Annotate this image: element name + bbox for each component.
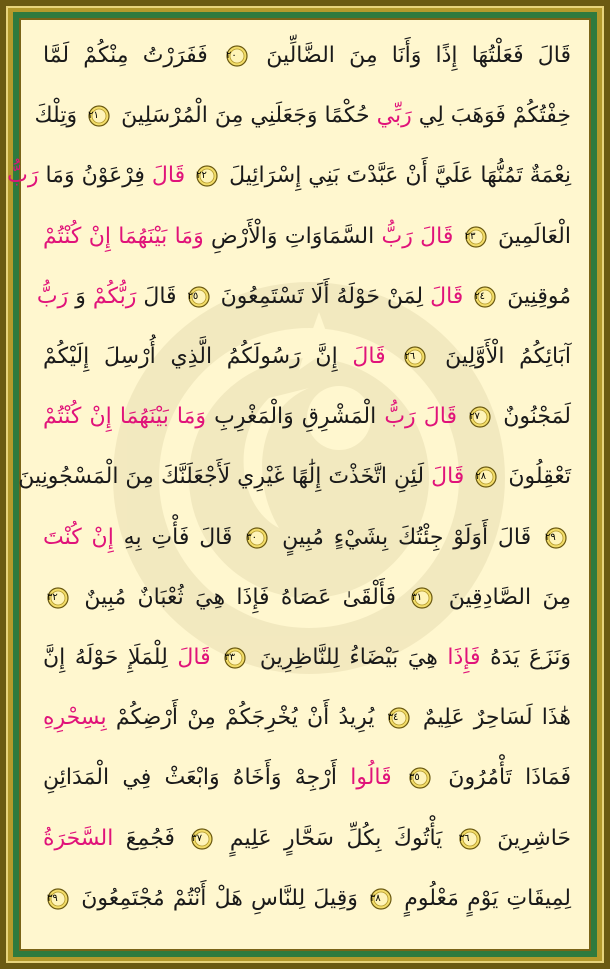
verse-text: لِمِيقَاتِ يَوْمٍ مَعْلُومٍ <box>404 885 572 911</box>
verse-text: تَعْقِلُونَ <box>508 464 571 490</box>
ayah-number-icon <box>474 286 496 308</box>
ayah-number-icon <box>370 888 392 910</box>
verse-text: هَٰذَا لَسَاحِرٌ عَلِيمٌ <box>422 705 572 731</box>
ayah-number-icon <box>545 527 567 549</box>
verse-line <box>43 871 571 927</box>
ayah-number: ٢٨ <box>475 471 487 483</box>
ayah-number: ٣٣ <box>224 652 236 663</box>
verse-text: وَنَزَعَ يَدَهُ <box>480 645 571 670</box>
mushaf-page <box>7 18 591 951</box>
ayah-number-icon <box>404 346 426 368</box>
ayah-number: ٢١ <box>88 110 99 122</box>
verse-text: قَالَ فَأْتِ بِهِ <box>113 524 233 550</box>
verse-line <box>43 329 571 385</box>
verse-text: السَّمَاوَاتِ وَالْأَرْضِ <box>203 223 375 249</box>
verse-line <box>36 269 571 325</box>
verse-line <box>43 750 571 806</box>
ayah-number: ٣٦ <box>458 832 470 844</box>
highlighted-word: رَبِّي <box>376 103 412 129</box>
verse-text: الْمَشْرِقِ وَالْمَغْرِبِ <box>206 404 377 430</box>
ayah-number-icon <box>465 226 487 248</box>
ayah-number-icon <box>47 888 69 910</box>
verse-line <box>43 690 571 746</box>
highlighted-word: فَإِذَا <box>447 645 481 670</box>
ayah-number: ٣٠ <box>246 531 257 543</box>
verse-text: إِنَّ رَسُولَكُمُ الَّذِي أُرْسِلَ إِلَيْكُمْ <box>43 344 338 369</box>
ayah-number-icon <box>47 587 69 609</box>
verse-text: يَأْتُوكَ بِكُلِّ سَحَّارٍ عَلِيمٍ <box>229 825 443 851</box>
verse-text: فَجُمِعَ <box>113 825 175 851</box>
ayah-number-icon <box>191 828 213 850</box>
highlighted-word: قَالَ رَبُّ <box>384 404 457 430</box>
verse-line <box>43 28 571 84</box>
verse-text: فَفَرَرْتُ مِنْكُمْ لَمَّا <box>43 43 208 68</box>
ayah-number-icon <box>196 165 218 187</box>
ayah-number: ٢٥ <box>187 290 199 302</box>
verse-text: لِمَنْ حَوْلَهُ أَلَا تَسْتَمِعُونَ <box>220 283 424 309</box>
verse-line <box>34 88 571 144</box>
verse-line <box>43 811 571 867</box>
ayah-number: ٣٩ <box>47 892 58 904</box>
ayah-number: ٢٠ <box>226 50 237 61</box>
verse-text: لِلْمَلَإِ حَوْلَهُ إِنَّ <box>43 645 168 670</box>
highlighted-word: وَمَا بَيْنَهُمَا إِنْ كُنْتُمْ <box>43 223 204 249</box>
ayah-number-icon <box>459 828 481 850</box>
ayah-number: ٢٧ <box>469 411 480 423</box>
verse-text: فِرْعَوْنُ وَمَا <box>38 163 145 189</box>
highlighted-word: قَالُوا <box>350 765 392 791</box>
ayah-number-icon <box>475 466 497 488</box>
highlighted-word: السَّحَرَةُ <box>43 825 114 851</box>
verse-text: لَئِنِ اتَّخَذْتَ إِلَٰهًا غَيْرِي لَأَجْعَلَنَّكَ مِنَ الْمَسْجُونِينَ <box>18 464 425 490</box>
verse-text: الْعَالَمِينَ <box>498 223 571 249</box>
highlighted-word: قَالَ <box>352 344 386 369</box>
verse-text: وَ <box>75 283 86 309</box>
verse-text: يُرِيدُ أَنْ يُخْرِجَكُمْ مِنْ أَرْضِكُمْ <box>106 705 375 731</box>
ayah-number: ٣٨ <box>370 892 381 904</box>
ayah-number-icon <box>246 527 268 549</box>
highlighted-word: قَالَ <box>430 283 464 309</box>
verse-text: وَقِيلَ لِلنَّاسِ هَلْ أَنْتُمْ مُجْتَمِعُونَ <box>81 885 358 911</box>
verse-line <box>18 449 571 505</box>
ayah-number: ٢٣ <box>464 230 476 242</box>
ayah-number-icon <box>409 767 431 789</box>
verse-text: خِفْتُكُمْ فَوَهَبَ لِي <box>411 103 571 129</box>
ayah-number-icon <box>188 286 210 308</box>
highlighted-word: رَبُّ <box>36 283 69 309</box>
ayah-number-icon <box>88 105 110 127</box>
ayah-number: ٣٧ <box>191 832 203 844</box>
verse-line <box>43 630 571 686</box>
verse-line <box>43 209 571 265</box>
ayah-number: ٣١ <box>411 591 423 603</box>
ayah-number-icon <box>411 587 433 609</box>
verse-line <box>43 570 571 626</box>
ayah-number: ٢٩ <box>544 531 556 543</box>
verse-text: آبَائِكُمُ الْأَوَّلِينَ <box>445 344 571 369</box>
verse-text: وَتِلْكَ <box>34 103 78 129</box>
verse-text: حُكْمًا وَجَعَلَنِي مِنَ الْمُرْسَلِينَ <box>121 103 370 129</box>
verse-text: قَالَ أَوَلَوْ جِئْتُكَ بِشَيْءٍ مُبِينٍ <box>282 524 532 550</box>
verse-text: مِنَ الصَّادِقِينَ <box>448 584 571 610</box>
verse-line <box>43 510 571 566</box>
ayah-number: ٢٢ <box>196 170 207 182</box>
verse-text: فَمَاذَا تَأْمُرُونَ <box>448 765 571 791</box>
verse-line <box>43 389 571 445</box>
highlighted-word: إِنْ كُنْتَ <box>43 524 114 550</box>
highlighted-word: قَالَ <box>151 163 186 189</box>
ayah-number: ٣٢ <box>47 591 58 603</box>
ayah-number: ٣٤ <box>387 712 399 724</box>
verse-text: نِعْمَةٌ تَمُنُّهَا عَلَيَّ أَنْ عَبَّدْتَ بَنِي إِسْرَائِيلَ <box>229 163 571 189</box>
verse-text: مُوقِنِينَ <box>507 283 571 309</box>
highlighted-word: قَالَ رَبُّ <box>381 223 454 249</box>
highlighted-word: رَبُّكُمْ <box>92 283 137 309</box>
highlighted-word: قَالَ <box>177 645 211 670</box>
ayah-number: ٣٥ <box>408 772 420 784</box>
highlighted-word: بِسِحْرِهِ <box>43 705 107 731</box>
highlighted-word: رَبُّ <box>7 163 39 189</box>
ayah-number-icon <box>226 45 248 67</box>
verse-text: لَمَجْنُونٌ <box>503 404 571 430</box>
highlighted-word: وَمَا بَيْنَهُمَا إِنْ كُنْتُمْ <box>43 404 207 430</box>
verse-text: قَالَ فَعَلْتُهَا إِذًا وَأَنَا مِنَ الضَّالِّينَ <box>266 43 571 68</box>
ayah-number-icon <box>388 707 410 729</box>
ayah-number: ٢٤ <box>474 290 486 302</box>
verse-text: قَالَ <box>136 283 177 309</box>
highlighted-word: قَالَ <box>431 464 465 490</box>
ayah-number: ٢٦ <box>404 351 416 362</box>
ayah-number-icon <box>469 406 491 428</box>
verse-text: فَأَلْقَىٰ عَصَاهُ فَإِذَا هِيَ ثُعْبَانٌ مُبِينٌ <box>84 584 397 610</box>
verse-text: هِيَ بَيْضَاءُ لِلنَّاظِرِينَ <box>259 645 438 670</box>
ayah-number-icon <box>224 647 246 669</box>
verse-line <box>7 148 571 204</box>
verse-text: أَرْجِهْ وَأَخَاهُ وَابْعَثْ فِي الْمَدَائِنِ <box>43 765 337 791</box>
verse-text: حَاشِرِينَ <box>497 825 571 851</box>
